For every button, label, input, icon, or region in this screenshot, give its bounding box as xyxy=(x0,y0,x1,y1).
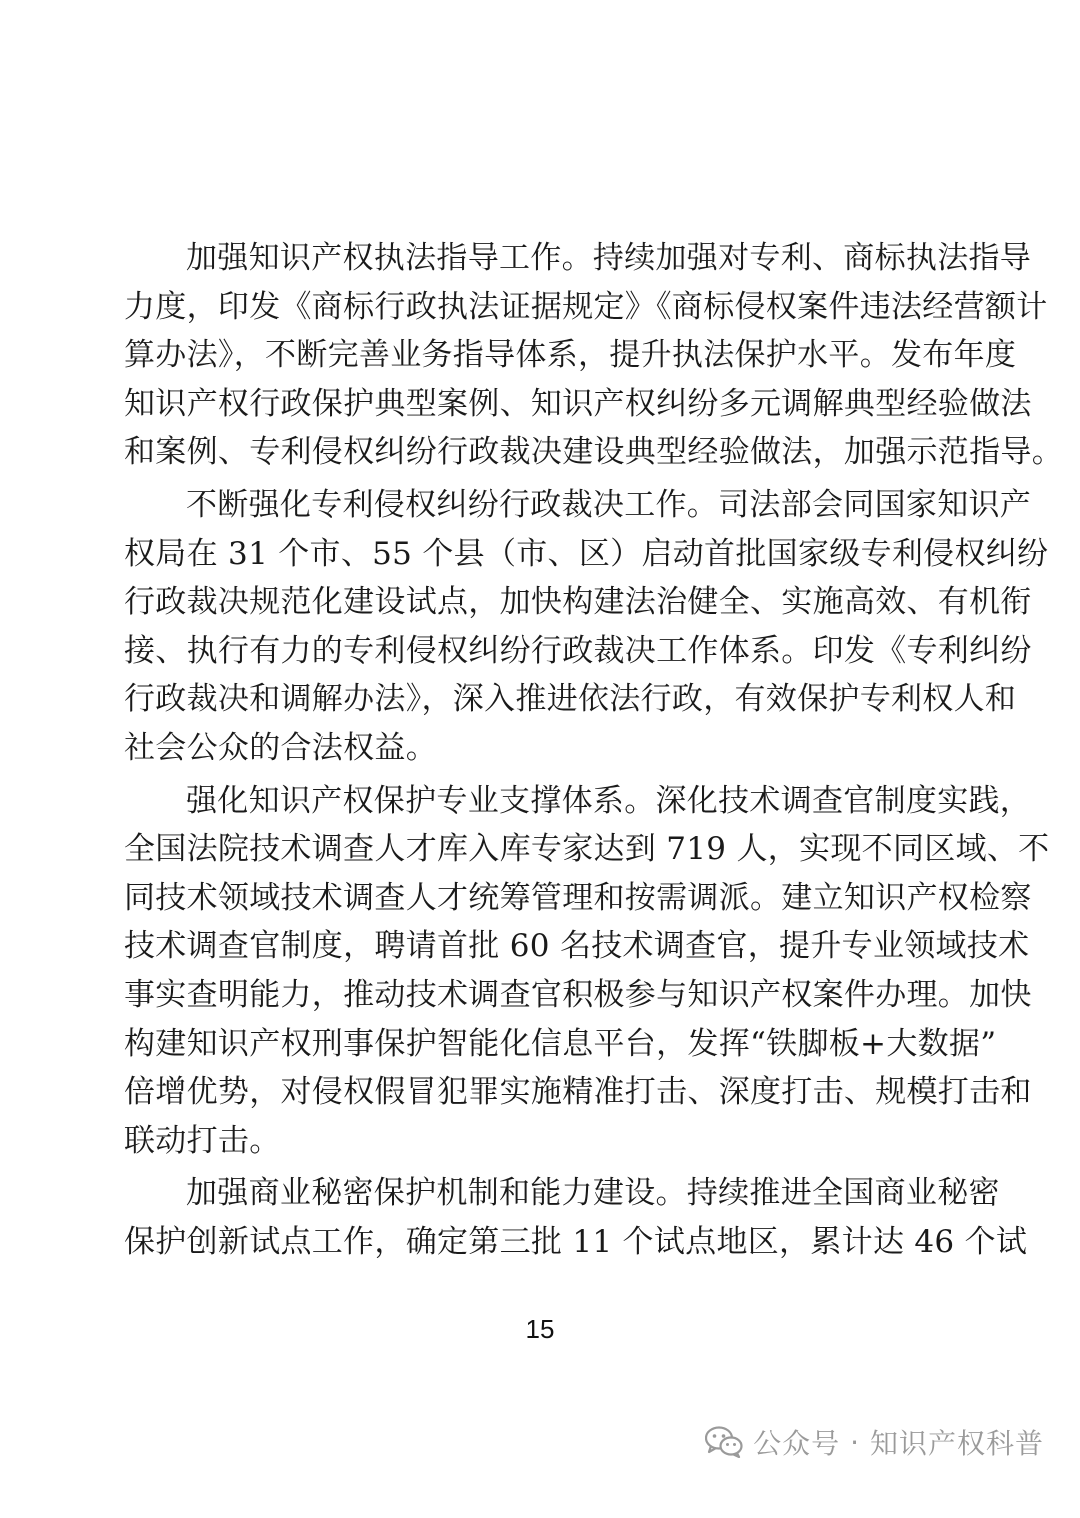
text-line: 构建知识产权刑事保护智能化信息平台，发挥“铁脚板+大数据” xyxy=(124,1025,997,1062)
text-line: 不断强化专利侵权纠纷行政裁决工作。司法部会同国家知识产 xyxy=(186,486,1032,523)
text-line: 权局在 31 个市、55 个县（市、区）启动首批国家级专利侵权纠纷 xyxy=(124,535,1049,572)
page-number: 15 xyxy=(525,1314,555,1344)
text-line: 加强知识产权执法指导工作。持续加强对专利、商标执法指导 xyxy=(186,240,1032,276)
watermark-account: 知识产权科普 xyxy=(869,1427,1044,1460)
text-line: 同技术领域技术调查人才统筹管理和按需调派。建立知识产权检察 xyxy=(124,879,1032,916)
text-line: 技术调查官制度，聘请首批 60 名技术调查官，提升专业领域技术 xyxy=(124,928,1030,965)
text-line: 力度，印发《商标行政执法证据规定》《商标侵权案件违法经营额计 xyxy=(124,288,1048,325)
wechat-icon xyxy=(705,1426,743,1458)
text-line: 社会公众的合法权益。 xyxy=(124,729,437,766)
text-line: 和案例、专利侵权纠纷行政裁决建设典型经验做法，加强示范指导。 xyxy=(124,434,1063,471)
wechat-watermark xyxy=(705,1420,1044,1464)
text-line: 倍增优势，对侵权假冒犯罪实施精准打击、深度打击、规模打击和 xyxy=(124,1074,1032,1111)
text-line: 行政裁决规范化建设试点，加快构建法治健全、实施高效、有机衔 xyxy=(124,584,1032,621)
text-line: 算办法》，不断完善业务指导体系，提升执法保护水平。发布年度 xyxy=(124,337,1017,374)
text-line: 保护创新试点工作，确定第三批 11 个试点地区，累计达 46 个试 xyxy=(124,1223,1028,1260)
text-line: 知识产权行政保护典型案例、知识产权纠纷多元调解典型经验做法 xyxy=(124,385,1032,422)
paragraph-professional-support xyxy=(124,777,1050,1166)
paragraph-administrative-ruling xyxy=(124,481,1049,773)
paragraph-trade-secrets xyxy=(124,1169,1028,1266)
text-line: 全国法院技术调查人才库入库专家达到 719 人，实现不同区域、不 xyxy=(124,831,1050,868)
paragraph-enforcement-guidance xyxy=(124,234,1063,477)
text-line: 行政裁决和调解办法》，深入推进依法行政，有效保护专利权人和 xyxy=(124,681,1017,718)
text-line: 加强商业秘密保护机制和能力建设。持续推进全国商业秘密 xyxy=(186,1175,1000,1212)
text-line: 强化知识产权保护专业支撑体系。深化技术调查官制度实践， xyxy=(186,782,1032,819)
document-body xyxy=(124,234,1063,1266)
text-line: 联动打击。 xyxy=(124,1122,281,1159)
watermark-label: 公众号 xyxy=(753,1427,841,1460)
watermark-separator: · xyxy=(850,1425,860,1459)
text-line: 事实查明能力，推动技术调查官积极参与知识产权案件办理。加快 xyxy=(124,976,1032,1013)
text-line: 接、执行有力的专利侵权纠纷行政裁决工作体系。印发《专利纠纷 xyxy=(124,632,1032,669)
